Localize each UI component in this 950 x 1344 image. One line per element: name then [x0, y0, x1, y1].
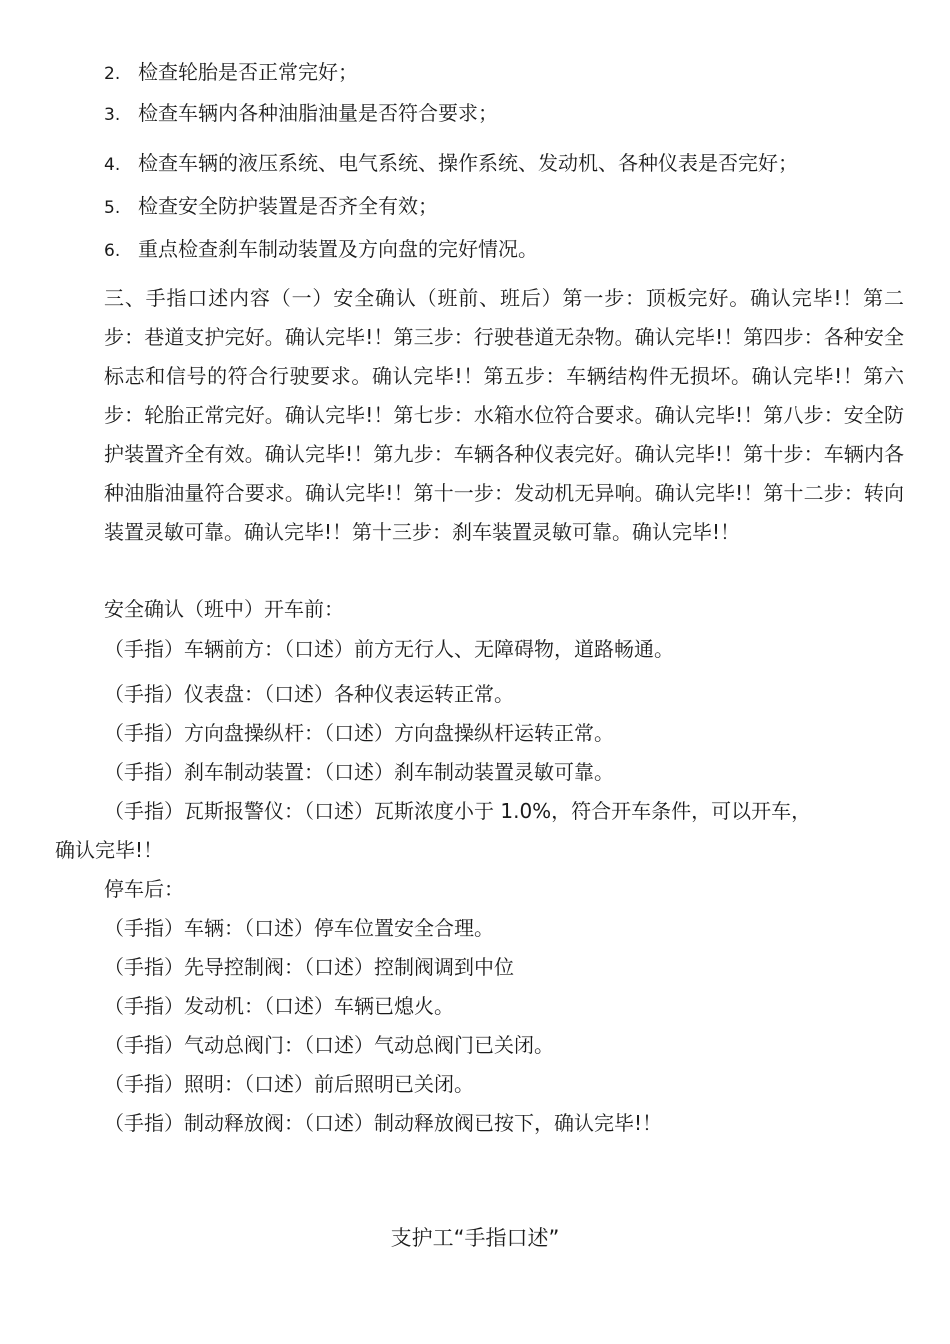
checklist-number: 3.	[104, 105, 121, 125]
checklist-number: 2.	[104, 64, 121, 84]
after-stop-line: （手指）制动释放阀：（口述）制动释放阀已按下，确认完毕!！	[104, 1111, 663, 1135]
after-stop-title: 停车后：	[104, 877, 184, 901]
checklist-item	[104, 98, 498, 128]
checklist-item	[104, 191, 438, 221]
checklist-text: 检查车辆内各种油脂油量是否符合要求；	[138, 101, 498, 125]
mid-shift-line: （手指）刹车制动装置：（口述）刹车制动装置灵敏可靠。	[104, 760, 614, 784]
checklist-text: 检查安全防护装置是否齐全有效；	[138, 194, 438, 218]
after-stop-line: （手指）气动总阀门：（口述）气动总阀门已关闭。	[104, 1033, 554, 1057]
checklist-text: 检查车辆的液压系统、电气系统、操作系统、发动机、各种仪表是否完好；	[138, 151, 798, 175]
after-stop-line: （手指）发动机：（口述）车辆已熄火。	[104, 994, 454, 1018]
mid-shift-line: （手指）瓦斯报警仪：（口述）瓦斯浓度小于 1.0%，符合开车条件，可以开车，	[104, 799, 812, 823]
after-stop-line: （手指）照明：（口述）前后照明已关闭。	[104, 1072, 474, 1096]
checklist-text: 重点检查刹车制动装置及方向盘的完好情况。	[138, 237, 538, 261]
mid-shift-line: （手指）仪表盘：（口述）各种仪表运转正常。	[104, 682, 514, 706]
checklist-item	[104, 57, 358, 87]
checklist-text: 检查轮胎是否正常完好；	[138, 60, 358, 84]
mid-shift-line: （手指）车辆前方：（口述）前方无行人、无障碍物，道路畅通。	[104, 637, 674, 661]
checklist-number: 6.	[104, 241, 121, 261]
mid-shift-continuation: 确认完毕!！	[55, 838, 164, 862]
section-heading: 支护工“手指口述”	[390, 1226, 560, 1250]
section-three-paragraph: 三、手指口述内容（一）安全确认（班前、班后）第一步：顶板完好。确认完毕!！第二步：巷道支护完好。确认完毕!！第三步：行驶巷道无杂物。确认完毕!！第四步：各种安全标志和信号的符合行驶要求。确认完毕!！第五步：车辆结构件无损坏。确认完毕!！第六步：轮胎正常完好。确认完毕!！第七步：水箱水位符合要求。确认完毕!！第八步：安全防护装置齐全有效。确认完毕!！第九步：车辆各种仪表完好。确认完毕!！第十步：车辆内各种油脂油量符合要求。确认完毕!！第十一步：发动机无异响。确认完毕!！第十二步：转向装置灵敏可靠。确认完毕!！第十三步：刹车装置灵敏可靠。确认完毕!！	[104, 286, 904, 544]
checklist-number: 4.	[104, 155, 121, 175]
checklist-item	[104, 234, 538, 264]
checklist-item	[104, 148, 798, 178]
checklist-number: 5.	[104, 198, 121, 218]
after-stop-line: （手指）车辆：（口述）停车位置安全合理。	[104, 916, 494, 940]
mid-shift-line: （手指）方向盘操纵杆：（口述）方向盘操纵杆运转正常。	[104, 721, 614, 745]
mid-shift-title: 安全确认（班中）开车前：	[104, 597, 344, 621]
after-stop-line: （手指）先导控制阀：（口述）控制阀调到中位	[104, 955, 514, 979]
